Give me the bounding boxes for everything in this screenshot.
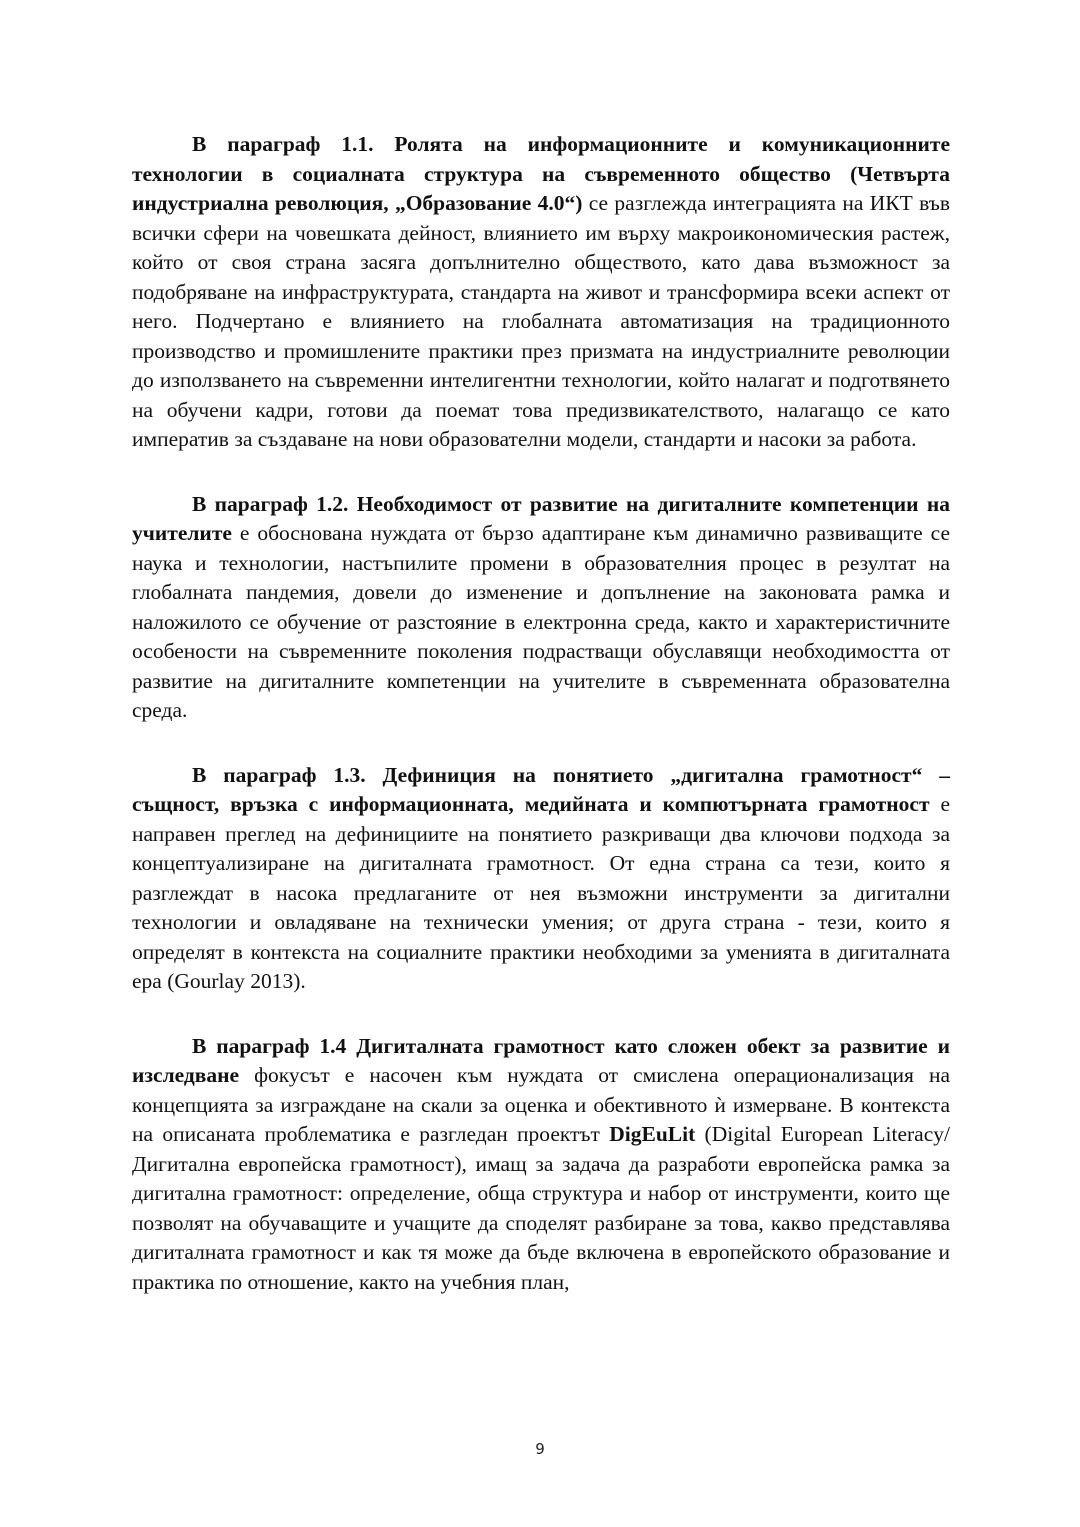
paragraph-1-3 bbox=[132, 761, 950, 997]
paragraph-1-4-body: (Digital European Literacy/Дигитална европейска грамотност), имащ за задача да разработи европейска рамка за дигитална грамотност: определение, обща структура и набор от инструменти, които ще позволят на обучаващите и учащите да споделят разбиране за това, какво представлява дигиталната грамотност и как тя може да бъде включена в европейското образование и практика по отношение, както на учебния план, bbox=[132, 1122, 950, 1294]
paragraph-1-2-body: е обоснована нуждата от бързо адаптиране към динамично развиващите се наука и технологии, настъпилите промени в образователния процес в резултат на глобалната пандемия, довели до изменение и допълнение на законовата рамка и наложилото се обучение от разстояние в електронна среда, както и характеристичните особености на съвременните поколения подрастващи обуславящи необходимостта от развитие на дигиталните компетенции на учителите в съвременната образователна среда. bbox=[132, 521, 950, 722]
paragraph-1-1-body: се разглежда интеграцията на ИКТ във всички сфери на човешката дейност, влиянието им върху макроикономическия растеж, който от своя страна засяга допълнително обществото, като дава възможност за подобряване на инфраструктурата, стандарта на живот и трансформира всеки аспект от него. Подчертано е влиянието на глобалната автоматизация на традиционното производство и промишлените практики през призмата на индустриалните революции до използването на съвременни интелигентни технологии, който налагат и подготвянето на обучени кадри, готови да поемат това предизвикателството, налагащо се като императив за създаване на нови образователни модели, стандарти и насоки за работа. bbox=[132, 191, 950, 451]
paragraph-1-1-heading: В параграф 1.1. Ролята на информационните и комуникационните технологии в социалната структура на съвременното общество (Четвърта индустриална революция, „Образование 4.0“) bbox=[132, 132, 950, 215]
paragraph-1-3-body: е направен преглед на дефинициите на понятието разкриващи два ключови подхода за концептуализиране на дигиталната грамотност. От една страна са тези, които я разглеждат в насока предлаганите от нея възможни инструменти за дигитални технологии и овладяване на технически умения; от друга страна - тези, които я определят в контекста на социалните практики необходими за уменията в дигиталната ера (Gourlay 2013). bbox=[132, 792, 950, 993]
paragraph-1-1 bbox=[132, 130, 950, 455]
paragraph-1-3-heading: В параграф 1.3. Дефиниция на понятието „дигитална грамотност“ – същност, връзка с информационната, медийната и компютърната грамотност bbox=[132, 762, 950, 816]
page-number: 9 bbox=[535, 1440, 545, 1458]
paragraph-1-4 bbox=[132, 1032, 950, 1298]
paragraph-1-2-heading: В параграф 1.2. Необходимост от развитие на дигиталните компетенции на учителите bbox=[132, 491, 950, 545]
paragraph-1-2 bbox=[132, 490, 950, 726]
paragraph-1-4-middle: фокусът е насочен към нуждата от смислена операционализация на концепцията за изграждане на скали за оценка и обективното ѝ измерване. В контекста на описаната проблематика е разгледан проектът bbox=[132, 1063, 950, 1146]
paragraph-1-4-bold-term: DigEuLit bbox=[609, 1122, 696, 1146]
document-page bbox=[132, 130, 950, 1332]
paragraph-1-4-heading: В параграф 1.4 Дигиталната грамотност като сложен обект за развитие и изследване bbox=[132, 1033, 950, 1087]
